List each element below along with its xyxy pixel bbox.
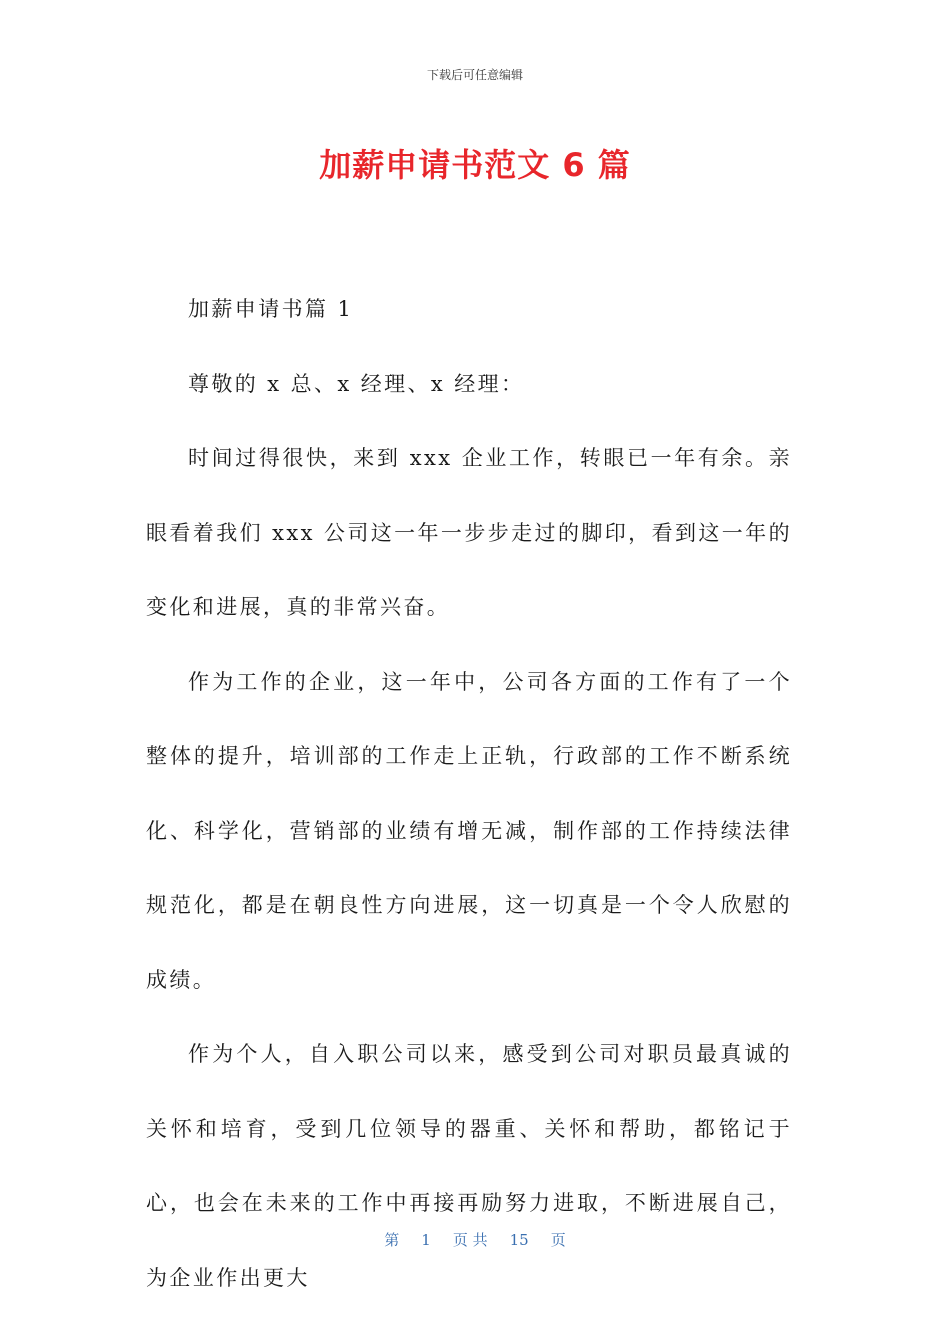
body-paragraph: 作为个人，自入职公司以来，感受到公司对职员最真诚的关怀和培育，受到几位领导的器重、关怀和帮助，都铭记于心，也会在未来的工作中再接再励努力进取，不断进展自己，为企业作出更大	[146, 1042, 792, 1290]
page-footer	[0, 1229, 950, 1250]
total-pages-number: 15	[509, 1231, 529, 1249]
document-title: 加薪申请书范文 6 篇	[319, 146, 631, 184]
salutation: 尊敬的 x 总、x 经理、x 经理：	[188, 371, 525, 396]
body-paragraph: 时间过得很快，来到 xxx 企业工作，转眼已一年有余。亲眼看着我们 xxx 公司这一年一步步走过的脚印，看到这一年的变化和进展，真的非常兴奋。	[146, 446, 792, 619]
section-heading: 加薪申请书篇 1	[188, 297, 354, 321]
header-note: 下载后可任意编辑	[426, 68, 523, 82]
body-paragraph: 作为工作的企业，这一年中，公司各方面的工作有了一个整体的提升，培训部的工作走上正轨，行政部的工作不断系统化、科学化，营销部的业绩有增无减，制作部的工作持续法律规范化，都是在朝良性方向进展，这一切真是一个令人欣慰的成绩。	[146, 669, 792, 992]
page-suffix: 页	[550, 1231, 566, 1249]
page-middle: 页 共	[452, 1231, 488, 1249]
document-body	[146, 272, 792, 1315]
current-page-number: 1	[421, 1231, 431, 1249]
page-prefix: 第	[384, 1231, 400, 1249]
